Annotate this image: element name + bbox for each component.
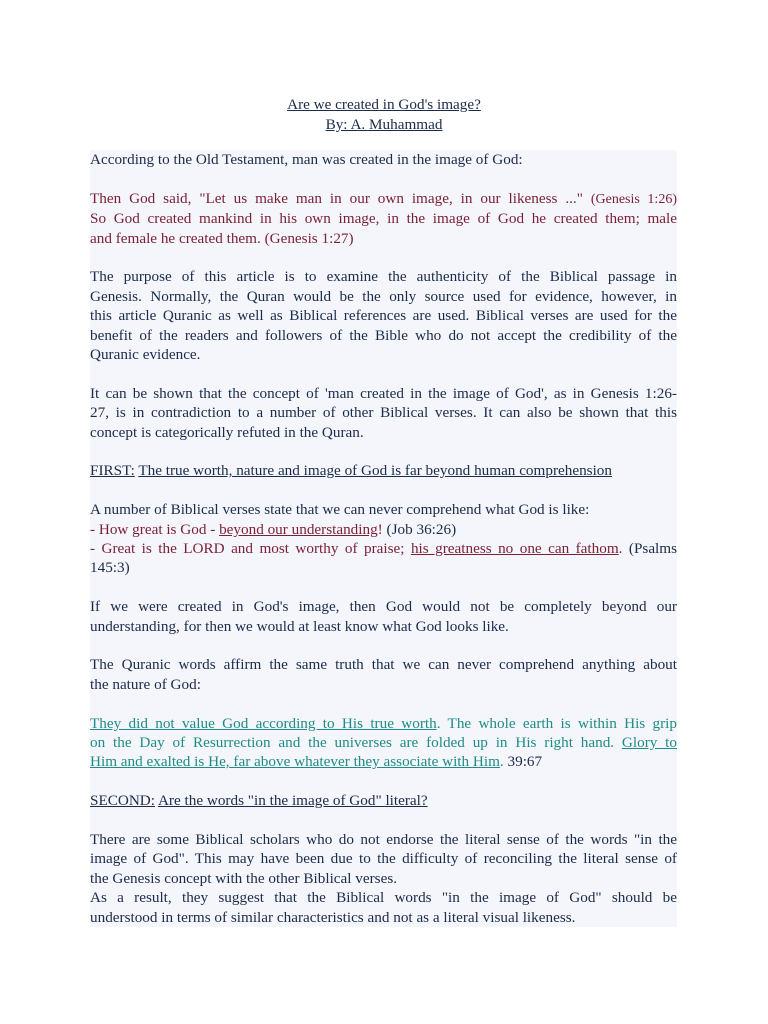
job-highlight: beyond our understanding	[219, 520, 378, 538]
section-first-heading	[90, 461, 677, 480]
section-first-title: The true worth, nature and image of God is far beyond human comprehension	[138, 462, 612, 480]
paragraph-quran-verse: They did not value God according to His true worth. The whole earth is within His grip on the Day of Resurrection and the universes are folded up in His right hand. Glory to Him and exalted is He, far above whatever they associate with Him. 39:67	[90, 714, 677, 771]
paragraph-quranic-words: The Quranic words affirm the same truth that we can never comprehend anything about the nature of God:	[90, 656, 677, 693]
article-author: By: A. Muhammad	[325, 116, 443, 133]
quran-highlight-2: Him and exalted is He, far above whatever they associate with Him	[90, 753, 500, 771]
section-second-title: Are the words "in the image of God" literal?	[157, 792, 428, 810]
paragraph-contradiction: It can be shown that the concept of 'man created in the image of God', as in Genesis 1:26- 27, is in contradiction to a number of other Biblical verses. It can also be shown that this concept is categorically refuted in the Quran.	[90, 384, 677, 441]
section-second-label: SECOND:	[90, 792, 155, 810]
quran-highlight-1: They did not value God according to His true worth	[90, 714, 437, 732]
quran-ref: 39:67	[503, 753, 543, 771]
genesis-1-26-ref: (Genesis 1:26)	[590, 191, 677, 207]
paragraph-purpose: The purpose of this article is to examine the authenticity of the Biblical passage in Genesis. Normally, the Quran would be the only source used for evidence, however, in this article Quranic as well as Biblical references are used. Biblical verses are used for the benefit of the readers and followers of the Bible who do not accept the credibility of the Quranic evidence.	[90, 268, 677, 364]
genesis-1-26-quote: Then God said, "Let us make man in our own image, in our likeness ..."	[90, 189, 583, 207]
paragraph-scholars: There are some Biblical scholars who do not endorse the literal sense of the words "in the image of God". This may have been due to the difficulty of reconciling the literal sense of the Genesis concept with the other Biblical verses. As a result, they suggest that the Biblical words "in the image of God" should be understood in terms of similar characteristics and not as a literal visual likeness.	[90, 831, 677, 926]
title-block	[0, 95, 768, 135]
psalms-highlight: his greatness no one can fathom	[410, 540, 619, 558]
article-title: Are we created in God's image?	[287, 96, 481, 113]
genesis-1-27-line-2: and female he created them.	[90, 229, 261, 247]
psalms-ref: (Psalms	[622, 540, 678, 558]
genesis-1-27-line-1: So God created mankind in his own image, in the image of God he created them; male	[90, 210, 677, 228]
section-second-heading	[90, 791, 677, 810]
paragraph-biblical-verses: A number of Biblical verses state that we can never comprehend what God is like: - How great is God - beyond our understanding! (Job 36:26) - Great is the LORD and most worthy of praise; his greatness no one can fathom. (Psalms 145:3)	[90, 501, 678, 577]
job-ref: (Job 36:26)	[382, 520, 457, 538]
article-body	[90, 150, 677, 927]
genesis-1-27-ref: (Genesis 1:27)	[264, 229, 354, 247]
section-first-label: FIRST:	[90, 462, 135, 480]
paragraph-genesis-quotes	[90, 189, 677, 248]
paragraph-beyond-understanding: If we were created in God's image, then God would not be completely beyond our understanding, for then we would at least know what God looks like.	[90, 598, 677, 635]
paragraph-intro: According to the Old Testament, man was created in the image of God:	[90, 151, 523, 168]
